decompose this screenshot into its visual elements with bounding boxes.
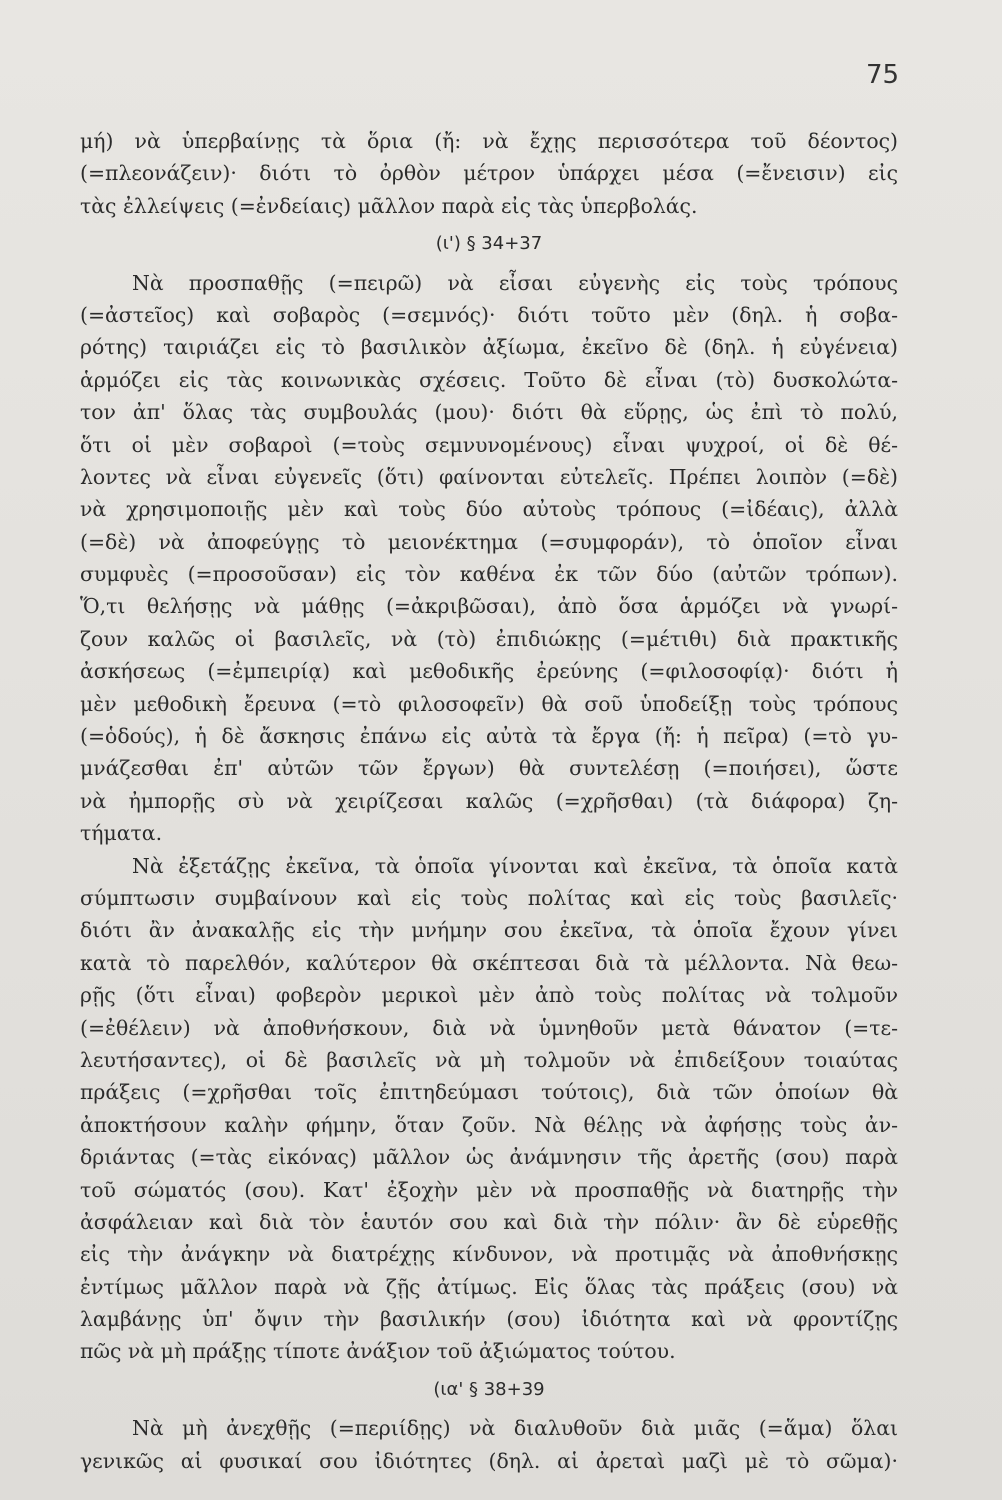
text-line: (=ἐθέλειν) νὰ ἀποθνήσκουν, διὰ νὰ ὑμνηθοῦν μετὰ θάνατον (=τε- <box>80 1015 898 1040</box>
text-line: ἁρμόζει εἰς τὰς κοινωνικὰς σχέσεις. Τοῦτο δὲ εἶναι (τὸ) δυσκολώτα- <box>80 367 898 392</box>
text-line: (=δὲ) νὰ ἀποφεύγῃς τὸ μειονέκτημα (=συμφοράν), τὸ ὁποῖον εἶναι <box>80 529 898 554</box>
text-line: ζουν καλῶς οἱ βασιλεῖς, νὰ (τὸ) ἐπιδιώκῃς (=μέτιθι) διὰ πρακτικῆς <box>80 626 898 651</box>
text-line: Νὰ προσπαθῇς (=πειρῶ) νὰ εἶσαι εὐγενὴς εἰς τοὺς τρόπους <box>132 270 898 295</box>
text-line: λευτήσαντες), οἱ δὲ βασιλεῖς νὰ μὴ τολμοῦν νὰ ἐπιδείξουν τοιαύτας <box>80 1047 898 1072</box>
text-line: μνάζεσθαι ἐπ' αὐτῶν τῶν ἔργων) θὰ συντελέσῃ (=ποιήσει), ὥστε <box>80 756 898 781</box>
text-line: ρῇς (ὅτι εἶναι) φοβερὸν μερικοὶ μὲν ἀπὸ τοὺς πολίτας νὰ τολμοῦν <box>80 983 898 1008</box>
text-line: μὲν μεθοδικὴ ἔρευνα (=τὸ φιλοσοφεῖν) θὰ σοῦ ὑποδείξῃ τοὺς τρόπους <box>80 691 898 716</box>
text-line: μή) νὰ ὑπερβαίνῃς τὰ ὅρια (ἤ: νὰ ἔχῃς περισσότερα τοῦ δέοντος) <box>80 129 898 153</box>
text-line: (=πλεονάζειν)· διότι τὸ ὀρθὸν μέτρον ὑπάρχει μέσα (=ἔνεισιν) εἰς <box>80 161 898 186</box>
section-heading: (ια' § 38+39 <box>433 1378 545 1400</box>
page-number: 75 <box>866 60 900 90</box>
text-line: ἀσκήσεως (=ἐμπειρίᾳ) καὶ μεθοδικῆς ἐρεύνης (=φιλοσοφίᾳ)· διότι ἡ <box>80 659 898 684</box>
text-line: ἀποκτήσουν καλὴν φήμην, ὅταν ζοῦν. Νὰ θέλῃς νὰ ἀφήσῃς τοὺς ἀν- <box>80 1112 898 1137</box>
text-line: λαμβάνῃς ὑπ' ὄψιν τὴν βασιλικήν (σου) ἰδιότητα καὶ νὰ φροντίζῃς <box>80 1307 898 1332</box>
body-text <box>80 125 898 1477</box>
text-line: ὅτι οἱ μὲν σοβαροὶ (=τοὺς σεμνυνομένους) εἶναι ψυχροί, οἱ δὲ θέ- <box>80 432 898 457</box>
text-line: εἰς τὴν ἀνάγκην νὰ διατρέχῃς κίνδυνον, νὰ προτιμᾷς νὰ ἀποθνήσκῃς <box>80 1242 898 1267</box>
text-line: λοντες νὰ εἶναι εὐγενεῖς (ὅτι) φαίνονται εὐτελεῖς. Πρέπει λοιπὸν (=δὲ) <box>80 464 898 489</box>
text-line: Νὰ ἐξετάζῃς ἐκεῖνα, τὰ ὁποῖα γίνονται καὶ ἐκεῖνα, τὰ ὁποῖα κατὰ <box>132 853 898 878</box>
section-heading: (ι') § 34+37 <box>435 233 543 255</box>
text-line: γενικῶς αἱ φυσικαί σου ἰδιότητες (δηλ. αἱ ἀρεταὶ μαζὶ μὲ τὸ σῶμα)· <box>80 1448 898 1473</box>
text-line: ρότης) ταιριάζει εἰς τὸ βασιλικὸν ἀξίωμα, ἐκεῖνο δὲ (δηλ. ἡ εὐγένεια) <box>80 335 898 360</box>
text-line: διότι ἂν ἀνακαλῇς εἰς τὴν μνήμην σου ἐκεῖνα, τὰ ὁποῖα ἔχουν γίνει <box>80 918 898 943</box>
text-line: νὰ ἠμπορῇς σὺ νὰ χειρίζεσαι καλῶς (=χρῆσθαι) (τὰ διάφορα) ζη- <box>80 788 898 813</box>
text-line: πῶς νὰ μὴ πράξῃς τίποτε ἀνάξιον τοῦ ἀξιώματος τούτου. <box>80 1339 676 1364</box>
text-line: Νὰ μὴ ἀνεχθῇς (=περιίδῃς) νὰ διαλυθοῦν διὰ μιᾶς (=ἅμα) ὅλαι <box>132 1416 898 1441</box>
text-line: σύμπτωσιν συμβαίνουν καὶ εἰς τοὺς πολίτας καὶ εἰς τοὺς βασιλεῖς· <box>80 885 898 910</box>
text-line: Ὅ,τι θελήσῃς νὰ μάθῃς (=ἀκριβῶσαι), ἀπὸ ὅσα ἁρμόζει νὰ γνωρί- <box>80 594 898 619</box>
text-line: δριάντας (=τὰς εἰκόνας) μᾶλλον ὡς ἀνάμνησιν τῆς ἀρετῆς (σου) παρὰ <box>80 1145 898 1170</box>
text-line: ἐντίμως μᾶλλον παρὰ νὰ ζῇς ἀτίμως. Εἰς ὅλας τὰς πράξεις (σου) νὰ <box>80 1274 898 1299</box>
text-line: τὰς ἐλλείψεις (=ἐνδείαις) μᾶλλον παρὰ εἰς τὰς ὑπερβολάς. <box>80 193 698 218</box>
text-line: νὰ χρησιμοποιῇς μὲν καὶ τοὺς δύο αὐτοὺς τρόπους (=ἰδέαις), ἀλλὰ <box>80 497 898 522</box>
text-line: (=ἀστεῖος) καὶ σοβαρὸς (=σεμνός)· διότι τοῦτο μὲν (δηλ. ἡ σοβα- <box>80 302 898 327</box>
text-line: τοῦ σώματός (σου). Κατ' ἐξοχὴν μὲν νὰ προσπαθῇς νὰ διατηρῇς τὴν <box>80 1177 898 1202</box>
text-line: (=ὁδούς), ἡ δὲ ἄσκησις ἐπάνω εἰς αὐτὰ τὰ ἔργα (ἤ: ἡ πεῖρα) (=τὸ γυ- <box>80 724 898 749</box>
text-line: τον ἀπ' ὅλας τὰς συμβουλάς (μου)· διότι θὰ εὕρῃς, ὡς ἐπὶ τὸ πολύ, <box>80 400 898 425</box>
text-line: ἀσφάλειαν καὶ διὰ τὸν ἑαυτόν σου καὶ διὰ τὴν πόλιν· ἂν δὲ εὑρεθῇς <box>80 1209 898 1234</box>
text-line: τήματα. <box>80 821 163 846</box>
text-line: κατὰ τὸ παρελθόν, καλύτερον θὰ σκέπτεσαι διὰ τὰ μέλλοντα. Νὰ θεω- <box>80 950 898 975</box>
text-line: πράξεις (=χρῆσθαι τοῖς ἐπιτηδεύμασι τούτοις), διὰ τῶν ὁποίων θὰ <box>80 1080 898 1105</box>
text-line: συμφυὲς (=προσοῦσαν) εἰς τὸν καθένα ἐκ τῶν δύο (αὐτῶν τρόπων). <box>80 562 898 587</box>
